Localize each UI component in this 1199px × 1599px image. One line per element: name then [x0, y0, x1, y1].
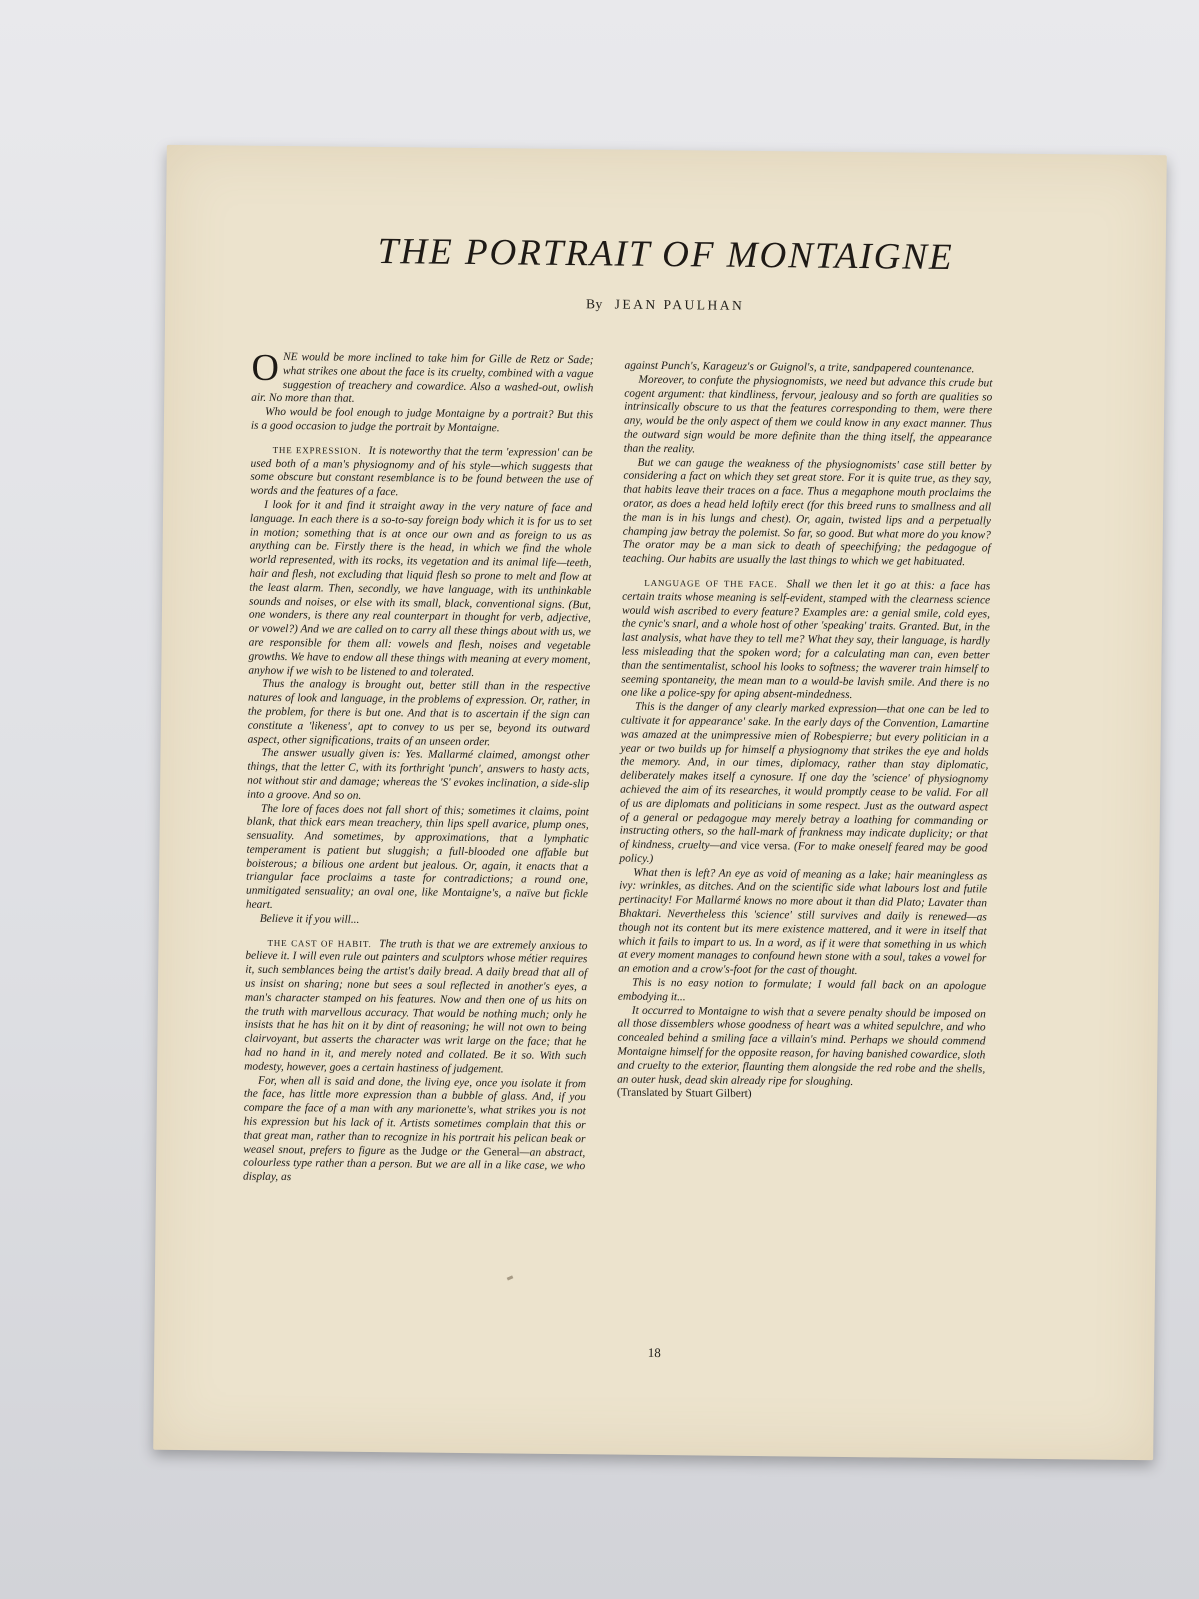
language-paragraph-4: This is no easy notion to formulate; I would fall back on an apologue embodying it...	[617, 976, 987, 1004]
continued-paragraph-3: But we can gauge the weakness of the physiognomists' case still better by considering a fact on which they set great store. For it is quite true, as they say, that habits leave their traces on a face. Thus a megaphone mouth proclaims the orator, as does a head held loftily erect (for this breed runs to smallness and all the man is in his lungs and chest). Or, again, twisted lips and a perpetually champing jaw betray the polemist. So far, so good. But what more do you know? The orator may be a man sick to death of speechifying; the pedagogue of teaching. Our habits are usually the last things to which we get habituated.	[622, 456, 992, 569]
habit-p2-roman1: as the Judge	[389, 1144, 448, 1158]
section-heading-language: LANGUAGE OF THE FACE.	[644, 577, 778, 590]
language-p2-b: (For to make oneself feared may be good policy.)	[619, 840, 988, 865]
expression-p3-a: Thus the analogy is brought out, better still than in the respective natures of look and language, in the problems of expression. Or, rather, in the problem, for there is but one. And that is to ascertain if the sign can constitute a 'likeness', apt to convey to us	[247, 678, 591, 734]
section-expression	[250, 443, 593, 502]
expression-paragraph-6: Believe it if you will...	[259, 912, 360, 926]
article-title: THE PORTRAIT OF MONTAIGNE	[377, 231, 954, 279]
page-number: 18	[647, 1344, 661, 1361]
paper-speck	[507, 1275, 514, 1280]
habit-p2-b: —an abstract, colourless type rather than a person. But we are all in a like case, we who display, as	[242, 1146, 586, 1184]
section-cast-of-habit	[244, 936, 587, 1078]
language-paragraph-2	[619, 701, 989, 870]
habit-p2-roman2: General	[483, 1145, 520, 1159]
habit-text-1: The truth is that we are extremely anxious to believe it. I will even rule out painters and sculptors whose métier requires it, such semblances being the artist's daily bread. A daily bread that all of us insist on sharing; none but sees a soul reflected in another's eyes, a man's character stamped on his features. Now and then one of us hits on the truth with marvellous accuracy. That would be nothing much; only he insists that he has hit on it by dint of reasoning; he will not own to being clairvoyant, but asserts the character was writ large on the face; that he had no hand in it, and merely noted and collated. Be it so. With such modesty, however, goes a certain hastiness of judgement.	[244, 937, 588, 1076]
author-name: JEAN PAULHAN	[614, 296, 745, 313]
language-p2-roman: vice versa.	[740, 839, 791, 853]
expression-text-1: It is noteworthy that the term 'expression' can be used both of a man's physiognomy and of his style—which suggests that some obscure but constant resemblance is to be found between the use of words and the features of a face.	[250, 444, 593, 499]
habit-paragraph-2	[243, 1074, 586, 1188]
expression-p3-b: beyond its outward aspect, other significations, traits of an unseen order.	[247, 722, 590, 748]
byline-by: By	[586, 296, 603, 312]
intro-paragraph-2: Who would be fool enough to judge Montaigne by a portrait? But this is a good occasion to judge the portrait by Montaigne.	[250, 406, 594, 435]
magazine-page	[153, 145, 1167, 1460]
section-heading-expression: THE EXPRESSION.	[272, 444, 362, 456]
expression-p3-roman: per se,	[459, 721, 493, 734]
habit-p2-mid: or the	[451, 1145, 480, 1158]
language-text-1: Shall we then let it go at this: a face has certain traits whose meaning is self-evident, stamped with the clearness science would wish ascribed to every feature? Examples are: a genial smile, cold eyes, the cynic's snarl, and a whole host of other 'speaking' traits. Granted. But, in the last analysis, what have they to tell me? What they say, their language, is hardly less misleading that the spoken word; for a calculating man can, even better than the sentimentalist, school his looks to softness; the waverer train himself to seeming spontaneity, the mean man to a would-be lavish smile. And there is no one like a police-spy for aping absent-mindedness.	[621, 578, 991, 702]
continued-paragraph-2: Moreover, to confute the physiognomists, we need but advance this crude but cogent argument: that kindliness, fervour, jealousy and so forth are qualities so intrinsically obscure to us that the features corresponding to them, were there any, would be the only aspect of them we could know in any exact manner. Thus the outward sign would be more definite than the thing itself, the appearance than the reality.	[623, 373, 993, 456]
expression-paragraph-5: The lore of faces does not fall short of this; sometimes it claims, point blank, that thick ears mean treachery, thin lips spell avarice, plump ones, sensuality. And sometimes, by approximations, that a lymphatic temperament is patient but sluggish; a full-blooded one affable but boisterous; a bilious one ardent but jealous. Or, again, it enacts that a triangular face proclaims a taste for contradictions; a round one, unmitigated sensuality; an oval one, like Montaigne's, a naïve but fickle heart.	[245, 802, 589, 912]
expression-paragraph-4: The answer usually given is: Yes. Mallarmé claimed, amongst other things, that the letter C, with its forthright 'punch', answers to hasty acts, not without stir and damage; whereas the 'S' evokes inclination, a side-slip into a groove. And so on.	[246, 747, 590, 802]
right-column	[617, 360, 993, 1105]
byline	[165, 292, 1165, 318]
continued-paragraph-1: against Punch's, Karageuz's or Guignol's, a trite, sandpapered countenance.	[624, 359, 975, 376]
habit-p2-a: For, when all is said and done, the living eye, once you isolate it from the face, has little more expression than a bubble of glass. And, if you compare the face of a man with any marionette's, what strikes you is not his expression but his lack of it. Artists sometimes complain that this or that great man, rather than to recognize in his portrait his pelican beak or weasel snout, prefers to figure	[243, 1074, 587, 1157]
section-language-of-face	[621, 577, 990, 705]
intro-text: NE would be more inclined to take him for Gille de Retz or Sade; what strikes one about the face is its cruelty, combined with a vague suggestion of treachery and cowardice. Also a washed-out, owlish air. No more than that.	[251, 351, 594, 406]
language-paragraph-3: What then is left? An eye as void of meaning as a lake; hair meaningless as ivy: wrinkles, as ditches. And on the scientific side what labours lost and futile pertinacity! For Mallarmé knows no more about it than did Plato; Lavater than Bhaktari. Nevertheless this 'science' still survives and daily is renewed—as though not its content but its mere existence mattered, and it were in itself that which it fails to impart to us. In a word, as if it were that something in us which at every moment manages to confound hewn stone with a soul, takes a vowel for an emotion and a crow's-foot for the cast of thought.	[618, 866, 988, 978]
expression-paragraph-3	[248, 678, 591, 751]
language-paragraph-5: It occurred to Montaigne to wish that a severe penalty should be imposed on all those dissemblers whose goodness of heart was a whited sepulchre, and who concealed behind a smiling face a villain's mind. Perhaps we should commend Montaigne himself for the opposite reason, for having banished cowardice, sloth and cruelty to the exterior, flaunting them alongside the red robe and the shells, an outer husk, dead skin already ripe for sloughing.	[617, 1004, 986, 1088]
section-heading-habit: THE CAST OF HABIT.	[267, 937, 372, 949]
drop-cap: O	[251, 346, 280, 389]
language-p2-a: This is the danger of any clearly marked expression—that one can be led to cultivate it for appearance' sake. In the early days of the Convention, Lamartine was amazed at the unimpressive mien of Robespierre; but every politician in a year or two builds up for himself a physiognomy that strikes the eye and holds the memory. And, in our times, diplomacy, rather than stay diplomatic, deliberately makes itself a cynosure. If one day the 'science' of physiognomy achieved the aim of its researches, it would promptly cease to be valid. For all of us are diplomats and politicians in some respect. Just as the outward aspect of a general or pedagogue may merely betray a loathing for commanding or instructing others, so the hall-mark of frankness may indicate duplicity; or that of kindness, cruelty—and	[619, 700, 990, 852]
expression-paragraph-2: I look for it and find it straight away in the very nature of face and language. In each there is a so-to-say foreign body which it is for us to set in motion; something that is at once our own and as foreign to us as anything can be. Firstly there is the head, in which we find the whole world represented, with its rocks, its vegetation and its animal life—teeth, hair and flesh, not excluding that liquid flesh so prone to melt and flow at the least alarm. Then, secondly, we have language, with its unthinkable sounds and noises, or else with its small, black, conventional signs. (But, one wonders, is there any real counterpart in thought for verb, adjective, or vowel?) And we are called on to carry all these things about with us, we are responsible for them all: vowels and flesh, noises and vegetable growths. We have to endow all these things with meaning at every moment, anyhow if we wish to be listened to and tolerated.	[248, 498, 593, 679]
left-column	[242, 346, 594, 1189]
intro-paragraph	[251, 346, 594, 410]
translator-credit: (Translated by Stuart Gilbert)	[616, 1087, 752, 1101]
